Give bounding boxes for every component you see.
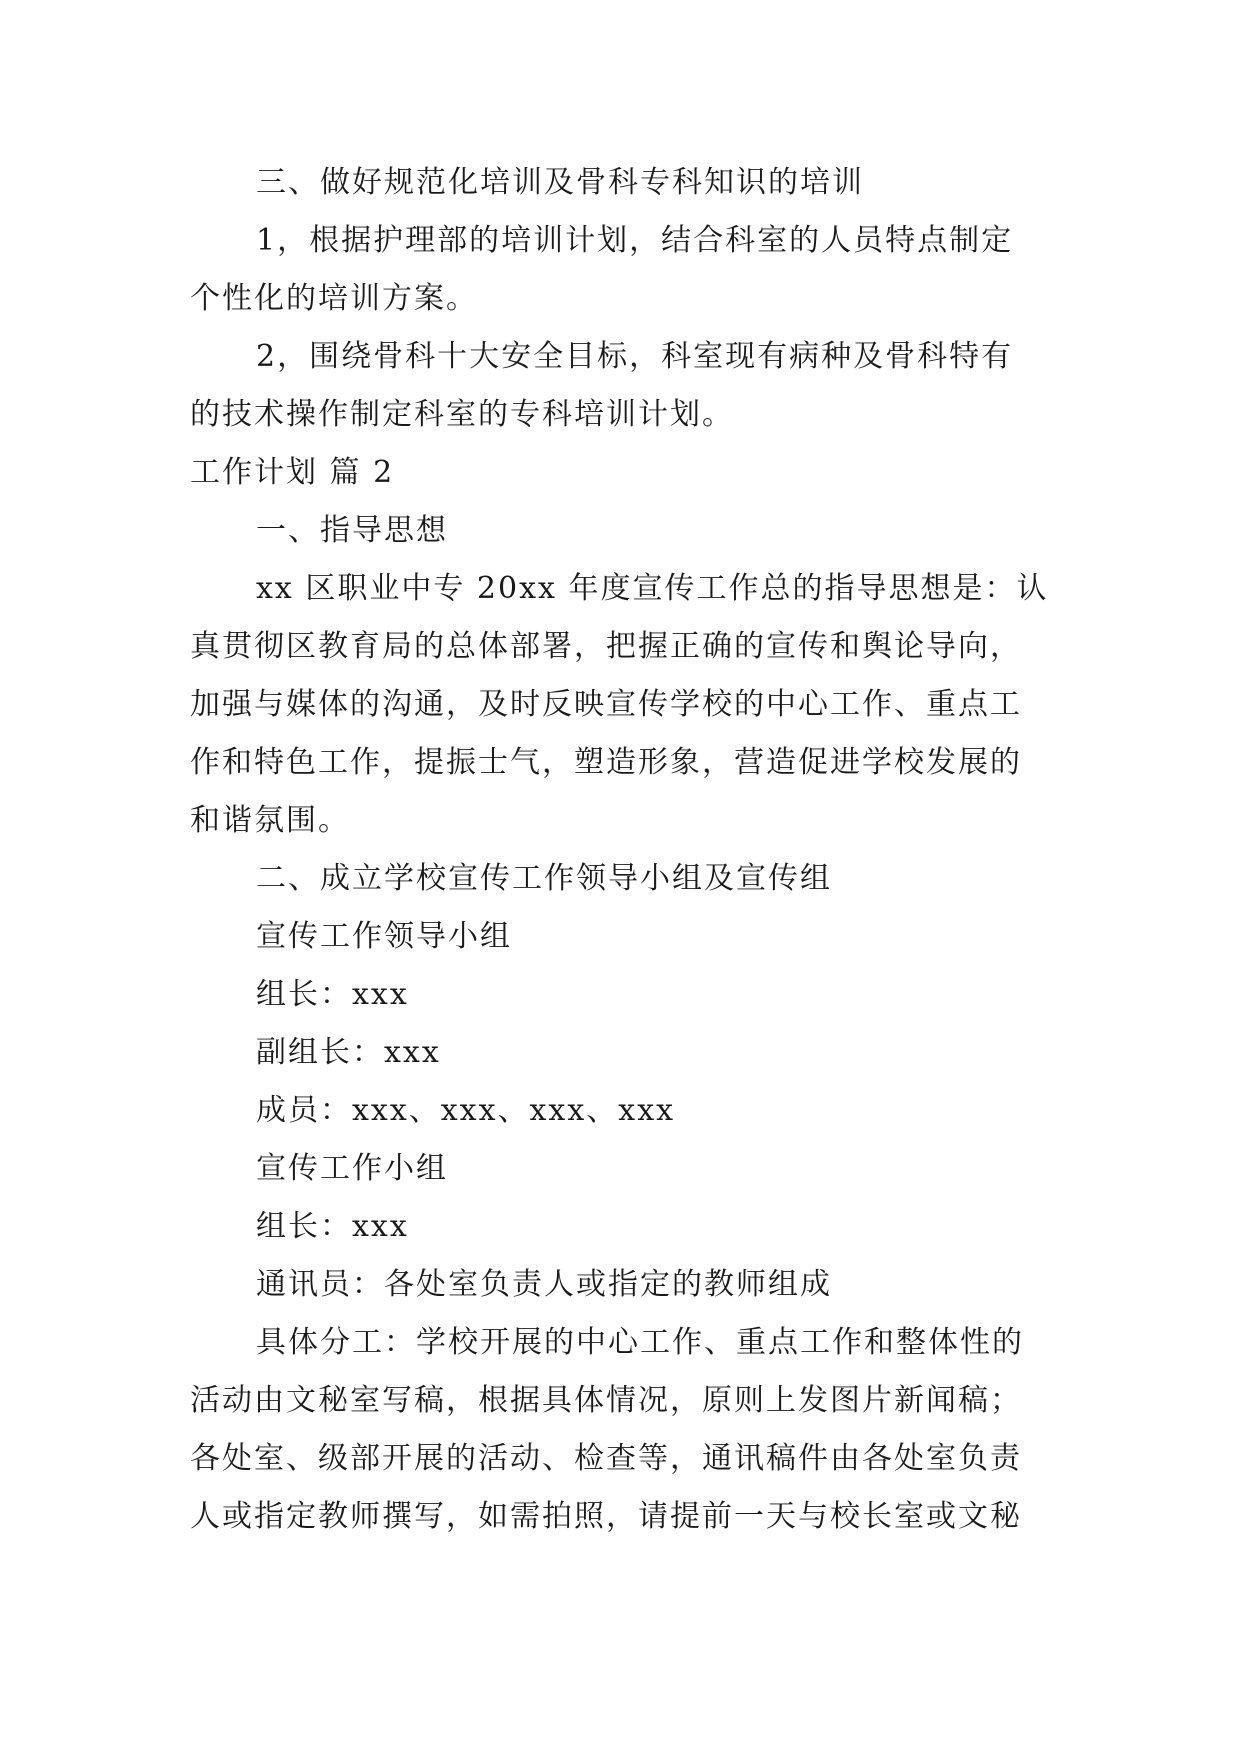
section-heading-1: 一、指导思想 <box>256 513 448 548</box>
paragraph-line: 各处室、级部开展的活动、检查等，通讯稿件由各处室负责 <box>190 1441 1022 1476</box>
paragraph-line: 和谐氛围。 <box>190 803 350 838</box>
paragraph-line: 加强与媒体的沟通，及时反映宣传学校的中心工作、重点工 <box>190 687 1022 722</box>
member-line: 通讯员：各处室负责人或指定的教师组成 <box>256 1267 832 1302</box>
paragraph-line: 活动由文秘室写稿，根据具体情况，原则上发图片新闻稿； <box>190 1383 1022 1418</box>
paragraph-line: 具体分工：学校开展的中心工作、重点工作和整体性的 <box>256 1325 1024 1360</box>
member-line: 组长：xxx <box>256 977 409 1012</box>
section-heading-3: 三、做好规范化培训及骨科专科知识的培训 <box>256 165 864 200</box>
paragraph-line: xx 区职业中专 20xx 年度宣传工作总的指导思想是：认 <box>256 571 1049 606</box>
document-section-title: 工作计划 篇 2 <box>190 455 395 490</box>
paragraph-line: 2，围绕骨科十大安全目标，科室现有病种及骨科特有 <box>256 339 1014 374</box>
paragraph-line: 真贯彻区教育局的总体部署，把握正确的宣传和舆论导向， <box>190 629 1022 664</box>
member-line: 组长：xxx <box>256 1209 409 1244</box>
member-line: 成员：xxx、xxx、xxx、xxx <box>256 1093 676 1128</box>
paragraph-line: 个性化的培训方案。 <box>190 281 478 316</box>
group-title: 宣传工作领导小组 <box>256 919 512 954</box>
section-heading-2: 二、成立学校宣传工作领导小组及宣传组 <box>256 861 832 896</box>
group-title: 宣传工作小组 <box>256 1151 448 1186</box>
member-line: 副组长：xxx <box>256 1035 441 1070</box>
paragraph-line: 的技术操作制定科室的专科培训计划。 <box>190 397 734 432</box>
paragraph-line: 1，根据护理部的培训计划，结合科室的人员特点制定 <box>256 223 1014 258</box>
paragraph-line: 人或指定教师撰写，如需拍照，请提前一天与校长室或文秘 <box>190 1499 1022 1534</box>
paragraph-line: 作和特色工作，提振士气，塑造形象，营造促进学校发展的 <box>190 745 1022 780</box>
